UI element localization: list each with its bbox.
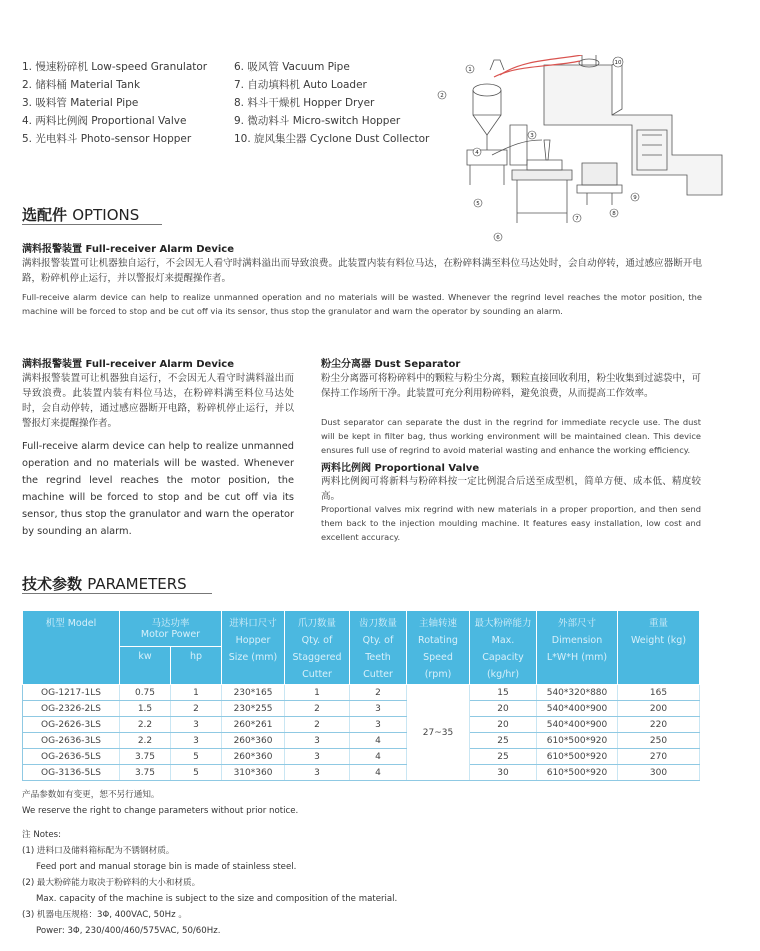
diagram-label: 4 <box>475 150 479 156</box>
cell-hopper: 310*360 <box>222 765 285 781</box>
disclaimer-en: We reserve the right to change parameters without prior notice. <box>22 806 299 816</box>
cell-dimension: 610*500*920 <box>537 749 618 765</box>
cell-teeth: 4 <box>350 733 407 749</box>
cell-hp: 3 <box>171 733 222 749</box>
cell-hopper: 230*255 <box>222 701 285 717</box>
cell-capacity: 15 <box>470 685 537 701</box>
table-row <box>23 701 700 717</box>
parameters-table <box>22 610 700 781</box>
notes-heading: 注 Notes: <box>22 830 62 840</box>
cell-dimension: 540*400*900 <box>537 717 618 733</box>
table-row <box>23 717 700 733</box>
cell-capacity: 30 <box>470 765 537 781</box>
cell-staggered: 3 <box>285 733 350 749</box>
table-row <box>23 733 700 749</box>
cell-staggered: 3 <box>285 765 350 781</box>
cell-kw: 1.5 <box>120 701 171 717</box>
cell-teeth: 4 <box>350 765 407 781</box>
cell-capacity: 25 <box>470 749 537 765</box>
cell-model: OG-2326-2LS <box>23 701 120 717</box>
option-text-en: Dust separator can separate the dust in the regrind for immediate recycle use. The dust will be kept in filter bag, thus working environment will be maintained clean. This device ensures full use of regrind to avoid material wasting and enhance the working efficiency. <box>321 417 701 455</box>
cell-weight: 200 <box>618 701 700 717</box>
note-item: Feed port and manual storage bin is made of stainless steel. <box>36 862 297 872</box>
legend-item: 4. 两料比例阀 Proportional Valve <box>22 115 187 127</box>
cell-staggered: 2 <box>285 717 350 733</box>
option-title: 粉尘分离器 Dust Separator <box>321 359 461 370</box>
diagram-label: 5 <box>476 201 480 207</box>
disclaimer-zh: 产品参数如有变更，恕不另行通知。 <box>22 790 160 800</box>
section-divider <box>22 593 212 594</box>
header-staggered: 爪刀数量 Qty. of Staggered Cutter <box>285 611 350 685</box>
cell-weight: 270 <box>618 749 700 765</box>
legend-item: 8. 料斗干燥机 Hopper Dryer <box>234 97 375 109</box>
legend-item: 5. 光电料斗 Photo-sensor Hopper <box>22 133 192 145</box>
table-row <box>23 685 700 701</box>
cell-kw: 2.2 <box>120 717 171 733</box>
cell-weight: 165 <box>618 685 700 701</box>
diagram-label: 2 <box>440 93 444 99</box>
option-text-en: Proportional valves mix regrind with new materials in a proper proportion, and then send them back to the injection moulding machine. It features easy installation, low cost and excellent accuracy. <box>321 504 701 542</box>
option-text-zh: 满料报警装置可让机器独自运行，不会因无人看守时满料溢出而导致浪费。此装置内装有料位马达，在粉碎料满至料位马达处时，会自动停转，通过感应器断开电路，粉碎机停止运行，并以警报灯来提醒操作者。 <box>22 258 702 284</box>
note-item: Power: 3Φ, 230/400/460/575VAC, 50/60Hz. <box>36 926 221 936</box>
legend-item: 7. 自动填料机 Auto Loader <box>234 79 367 91</box>
cell-hp: 2 <box>171 701 222 717</box>
cell-hopper: 230*165 <box>222 685 285 701</box>
cell-hp: 5 <box>171 765 222 781</box>
header-model: 机型 Model <box>23 611 120 685</box>
header-hp: hp <box>171 647 222 685</box>
header-motor: 马达功率 Motor Power <box>120 611 222 647</box>
legend-item: 6. 吸风管 Vacuum Pipe <box>234 61 350 73</box>
table-row <box>23 765 700 781</box>
cell-model: OG-2636-3LS <box>23 733 120 749</box>
cell-hopper: 260*360 <box>222 749 285 765</box>
diagram-label: 8 <box>612 211 616 217</box>
cell-dimension: 540*400*900 <box>537 701 618 717</box>
option-title: 满料报警装置 Full-receiver Alarm Device <box>22 244 234 255</box>
cell-staggered: 2 <box>285 701 350 717</box>
cell-dimension: 610*500*920 <box>537 733 618 749</box>
cell-model: OG-2636-5LS <box>23 749 120 765</box>
cell-weight: 250 <box>618 733 700 749</box>
options-heading: 选配件 OPTIONS <box>22 206 140 224</box>
header-teeth: 齿刀数量 Qty. of Teeth Cutter <box>350 611 407 685</box>
option-text-zh: 满料报警装置可让机器独自运行，不会因无人看守时满料溢出而导致浪费。此装置内装有料位马达，在粉碎料满至料位马达处时，会自动停转，通过感应器断开电路，粉碎机停止运行，并以警报灯来提醒操作者。 <box>22 373 294 429</box>
diagram-label: 6 <box>496 235 500 241</box>
option-text-en: Full-receive alarm device can help to realize unmanned operation and no materials will be wasted. Whenever the regrind level reaches the motor position, the machine will be forced to stop and be cut off via its sensor, thus stop the granulator and warn the operator by sounding an alarm. <box>22 441 294 537</box>
cell-teeth: 3 <box>350 701 407 717</box>
header-capacity: 最大粉碎能力 Max. Capacity (kg/hr) <box>470 611 537 685</box>
cell-hopper: 260*360 <box>222 733 285 749</box>
cell-teeth: 4 <box>350 749 407 765</box>
component-legend <box>22 58 429 148</box>
cell-speed: 27~35 <box>407 685 470 781</box>
cell-weight: 300 <box>618 765 700 781</box>
note-item: (2) 最大粉碎能力取决于粉碎料的大小和材质。 <box>22 878 201 888</box>
cell-teeth: 2 <box>350 685 407 701</box>
cell-hopper: 260*261 <box>222 717 285 733</box>
header-hopper: 进料口尺寸 Hopper Size (mm) <box>222 611 285 685</box>
header-kw: kw <box>120 647 171 685</box>
diagram-label: 7 <box>575 216 579 222</box>
cell-kw: 3.75 <box>120 765 171 781</box>
option-text-zh: 粉尘分离器可将粉碎料中的颗粒与粉尘分离，颗粒直接回收利用，粉尘收集到过滤袋中，可保持工作场所干净。此装置可充分利用粉碎料，避免浪费，从而提高工作效率。 <box>321 373 702 399</box>
cell-dimension: 540*320*880 <box>537 685 618 701</box>
legend-item: 3. 吸料管 Material Pipe <box>22 97 139 109</box>
cell-kw: 0.75 <box>120 685 171 701</box>
cell-staggered: 3 <box>285 749 350 765</box>
diagram-label: 10 <box>614 60 622 66</box>
cell-model: OG-2626-3LS <box>23 717 120 733</box>
cell-dimension: 610*500*920 <box>537 765 618 781</box>
legend-item: 2. 储料桶 Material Tank <box>22 79 141 91</box>
disclaimer <box>22 787 298 819</box>
header-weight: 重量 Weight (kg) <box>618 611 700 685</box>
option-text-zh: 两料比例阀可将新料与粉碎料按一定比例混合后送至成型机，简单方便、成本低、精度较高。 <box>321 476 701 502</box>
cell-kw: 3.75 <box>120 749 171 765</box>
cell-model: OG-1217-1LS <box>23 685 120 701</box>
table-row <box>23 749 700 765</box>
cell-teeth: 3 <box>350 717 407 733</box>
legend-item: 10. 旋风集尘器 Cyclone Dust Collector <box>234 133 430 145</box>
cell-hp: 3 <box>171 717 222 733</box>
system-layout-diagram <box>432 55 737 250</box>
legend-item: 9. 微动料斗 Micro-switch Hopper <box>234 115 401 127</box>
note-item: (3) 机器电压规格：3Φ, 400VAC, 50Hz 。 <box>22 910 187 920</box>
notes-list <box>22 827 397 939</box>
diagram-label: 3 <box>530 133 534 139</box>
cell-staggered: 1 <box>285 685 350 701</box>
cell-model: OG-3136-5LS <box>23 765 120 781</box>
cell-capacity: 20 <box>470 717 537 733</box>
diagram-label: 1 <box>468 67 472 73</box>
cell-capacity: 20 <box>470 701 537 717</box>
cell-weight: 220 <box>618 717 700 733</box>
header-speed: 主轴转速 Rotating Speed (rpm) <box>407 611 470 685</box>
parameters-heading: 技术参数 PARAMETERS <box>22 575 187 593</box>
cell-capacity: 25 <box>470 733 537 749</box>
note-item: Max. capacity of the machine is subject to the size and composition of the material. <box>36 894 398 904</box>
diagram-label: 9 <box>633 195 637 201</box>
header-dimension: 外部尺寸 Dimension L*W*H (mm) <box>537 611 618 685</box>
option-text-en: Full-receive alarm device can help to realize unmanned operation and no materials will be wasted. Whenever the regrind level reaches the motor position, the machine will be forced to stop and be cut off via its sensor, thus stop the granulator and warn the operator by sounding an alarm. <box>22 292 702 316</box>
note-item: (1) 进料口及储料箱标配为不锈钢材质。 <box>22 846 175 856</box>
section-divider <box>22 224 162 225</box>
cell-hp: 5 <box>171 749 222 765</box>
cell-hp: 1 <box>171 685 222 701</box>
cell-kw: 2.2 <box>120 733 171 749</box>
option-title: 两料比例阀 Proportional Valve <box>321 463 480 474</box>
legend-item: 1. 慢速粉碎机 Low-speed Granulator <box>22 61 208 73</box>
option-title: 满料报警装置 Full-receiver Alarm Device <box>22 359 234 370</box>
